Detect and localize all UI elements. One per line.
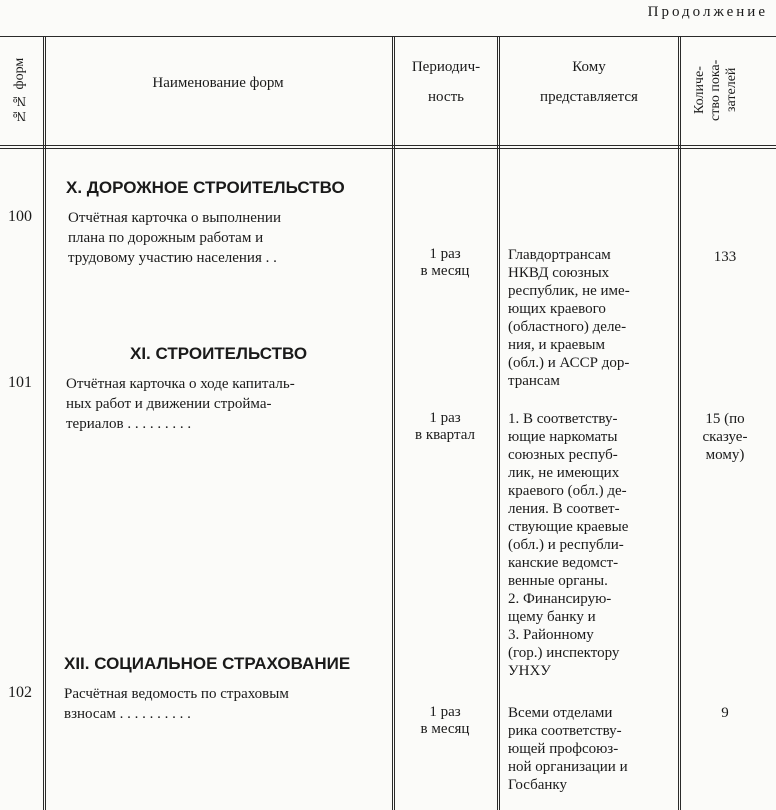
- form-recipient: Главдортрансам НКВД союзных республик, не име- ющих краевого (областного) деле- ния, и краевым (обл.) и АССР дор- трансам: [508, 247, 630, 389]
- header-num: №№ форм: [12, 57, 27, 123]
- section-title: XII. СОЦИАЛЬНОЕ СТРАХОВАНИЕ: [64, 654, 351, 673]
- form-periodicity: 1 раз в месяц: [420, 704, 470, 737]
- header-bottom-rule: [0, 145, 776, 149]
- form-number: 101: [8, 374, 32, 391]
- form-name: Расчётная ведомость по страховым взносам . . . . . . . . . .: [64, 686, 289, 722]
- form-recipient: 1. В соответству- ющие наркоматы союзных респуб- лик, не имеющих краевого (обл.) де- ления. В соответ- ствующие краевые (обл.) и республи- канские ведомст- венные органы. 2. Финансирую- щему банку и 3. Районному (гор.) инспектору УНХУ: [508, 411, 629, 679]
- col-rule-name: [392, 36, 395, 810]
- form-number: 100: [8, 208, 32, 225]
- form-indicator-count: 9: [721, 705, 729, 721]
- form-name: Отчётная карточка о ходе капиталь- ных работ и движении строймa- териалов . . . . . . . . .: [66, 376, 295, 432]
- col-rule-period: [497, 36, 500, 810]
- form-number: 102: [8, 684, 32, 701]
- table-top-rule: [0, 36, 776, 37]
- header-period: Периодич- ность: [411, 59, 481, 105]
- header-who: Кому представляется: [540, 59, 638, 105]
- header-qty: Количе- ство пока- зателей: [692, 59, 739, 121]
- form-indicator-count: 15 (по сказуе- мому): [702, 411, 748, 463]
- form-indicator-count: 133: [713, 249, 737, 265]
- header-name: Наименование форм: [152, 75, 284, 91]
- section-title: X. ДОРОЖНОЕ СТРОИТЕЛЬСТВО: [66, 178, 345, 197]
- form-recipient: Всеми отделами рика соответству- ющей профсоюз- ной организации и Госбанку: [508, 705, 628, 793]
- section-title: XI. СТРОИТЕЛЬСТВО: [130, 344, 308, 363]
- col-rule-who: [678, 36, 681, 810]
- form-periodicity: 1 раз в месяц: [420, 246, 470, 279]
- form-name: Отчётная карточка о выполнении плана по дорожным работам и трудовому участию населения . .: [68, 210, 281, 266]
- continuation-caption: Продолжение: [647, 4, 768, 20]
- col-rule-num: [43, 36, 46, 810]
- form-periodicity: 1 раз в квартал: [415, 410, 475, 443]
